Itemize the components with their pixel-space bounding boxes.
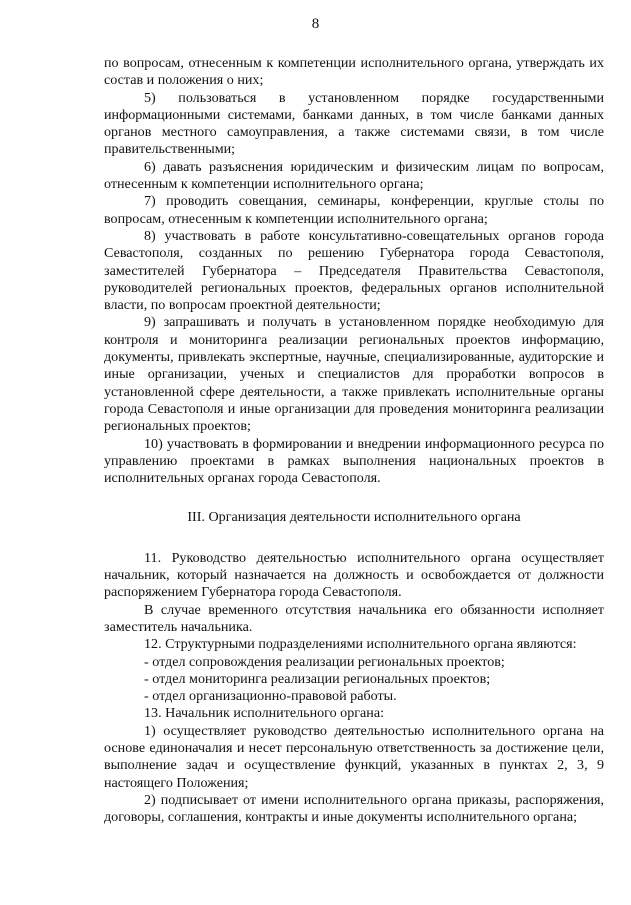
clause-13: 13. Начальник исполнительного органа:	[144, 705, 385, 722]
clause-11-deputy: В случае временного отсутствия начальника его обязанности исполняет заместитель начальника.	[104, 601, 604, 635]
section-heading: III. Организация деятельности исполнительного органа	[187, 509, 521, 526]
department-item: - отдел организационно-правовой работы.	[144, 688, 397, 705]
clause-13-item-1: 1) осуществляет руководство деятельностью исполнительного органа на основе единоначалия и несет персональную ответственность за достижение цели, выполнение задач и осуществление функций, указанных в пунктах 2, 3, 9 настоящего Положения;	[104, 722, 604, 791]
clause-13-item-2: 2) подписывает от имени исполнительного органа приказы, распоряжения, договоры, соглашения, контракты и иные документы исполнительного органа;	[104, 791, 604, 826]
list-item-8: 8) участвовать в работе консультативно-совещательных органов города Севастополя, созданных по решению Губернатора города Севастополя, заместителей Губернатора – Председателя Правительства Севастополя, руководителей региональных проектов, федеральных органов исполнительной власти, по вопросам проектной деятельности;	[104, 227, 604, 314]
department-item: - отдел сопровождения реализации региональных проектов;	[144, 653, 505, 670]
clause-12: 12. Структурными подразделениями исполнительного органа являются:	[144, 636, 577, 653]
paragraph-continuation: по вопросам, отнесенным к компетенции исполнительного органа, утверждать их состав и положения о них;	[104, 55, 604, 89]
page-number: 8	[311, 16, 320, 32]
list-item-5: 5) пользоваться в установленном порядке государственными информационными системами, банками данных, в том числе банками данных органов местного самоуправления, а также системами связи, в том числе правительственными;	[104, 89, 604, 158]
department-item: - отдел мониторинга реализации региональных проектов;	[144, 670, 491, 687]
list-item-6: 6) давать разъяснения юридическим и физическим лицам по вопросам, отнесенным к компетенции исполнительного органа;	[104, 158, 604, 193]
clause-11: 11. Руководство деятельностью исполнительного органа осуществляет начальник, который назначается на должность и освобождается от должности распоряжением Губернатора города Севастополя.	[104, 549, 604, 601]
list-item-9: 9) запрашивать и получать в установленном порядке необходимую для контроля и мониторинга реализации региональных проектов информацию, документы, привлекать экспертные, научные, специализированные, аудиторские и иные организации, ученых и специалистов для проработки вопросов в установленной сфере деятельности, а также привлекать исполнительные органы города Севастополя и иные организации для проведения мониторинга реализации региональных проектов;	[104, 314, 604, 435]
list-item-7: 7) проводить совещания, семинары, конференции, круглые столы по вопросам, отнесенным к компетенции исполнительного органа;	[104, 193, 604, 227]
list-item-10: 10) участвовать в формировании и внедрении информационного ресурса по управлению проектами в рамках выполнения национальных проектов в исполнительных органах города Севастополя.	[104, 435, 604, 487]
document-body	[104, 55, 604, 826]
